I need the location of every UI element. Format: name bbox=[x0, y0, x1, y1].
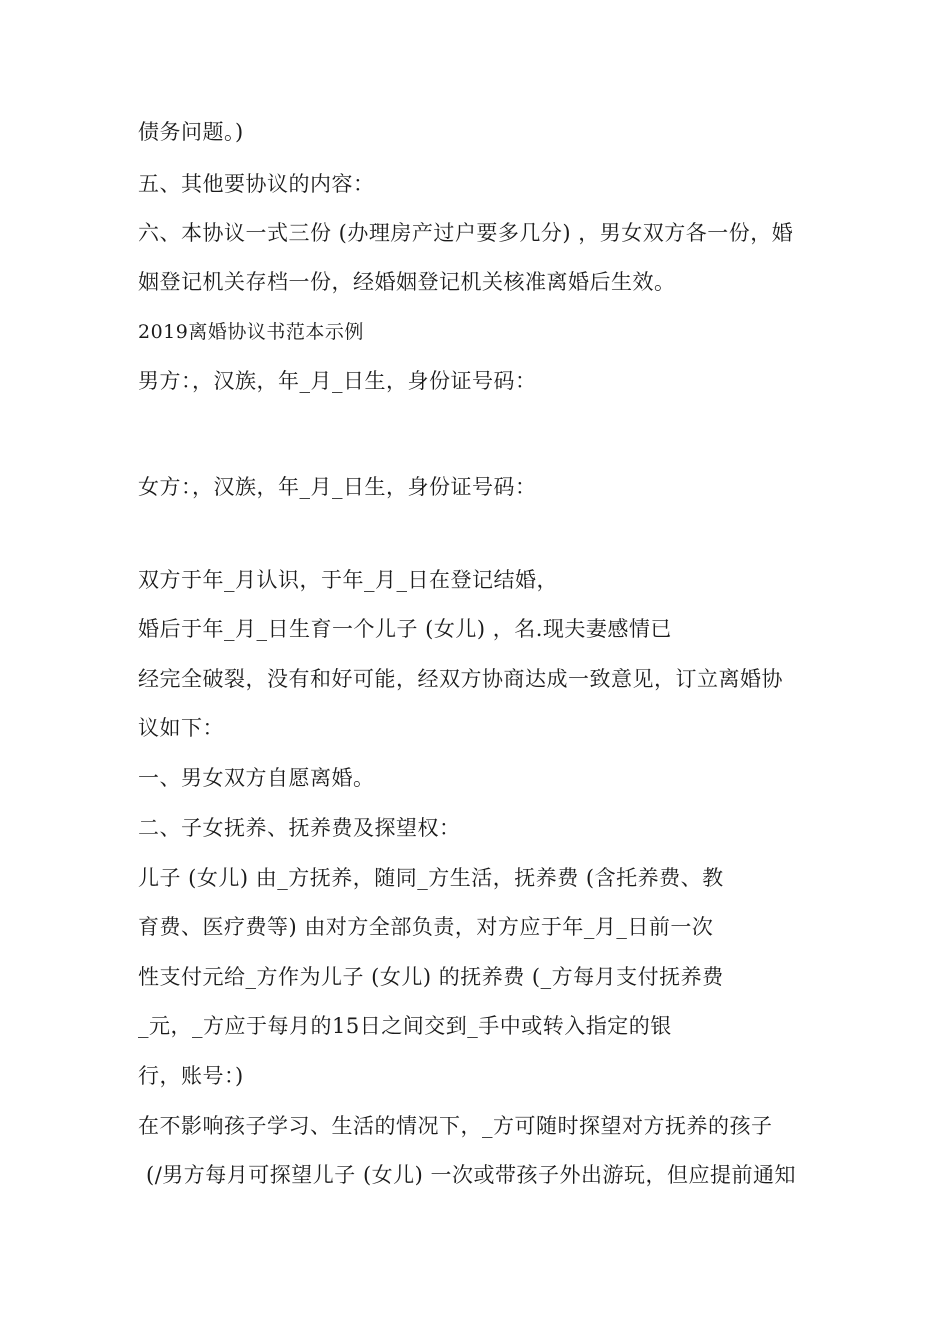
text-line: 二、子女抚养、抚养费及探望权： bbox=[138, 816, 461, 840]
text-line: 一、男女双方自愿离婚。 bbox=[138, 766, 375, 790]
text-line: 六、本协议一式三份 (办理房产过户要多几分) ，男女双方各一份，婚 bbox=[138, 221, 794, 245]
text-line: 五、其他要协议的内容： bbox=[138, 172, 375, 196]
text-line: 性支付元给_方作为儿子 (女儿) 的抚养费 (_方每月支付抚养费 bbox=[138, 965, 724, 989]
text-line: 议如下： bbox=[138, 716, 224, 740]
section-heading: 2019离婚协议书范本示例 bbox=[138, 321, 364, 343]
text-line: _元，_方应于每月的15日之间交到_手中或转入指定的银 bbox=[138, 1014, 672, 1038]
text-line: 男方：，汉族，年_月_日生，身份证号码： bbox=[138, 369, 537, 393]
text-line: 婚后于年_月_日生育一个儿子 (女儿) ，名.现夫妻感情已 bbox=[138, 617, 672, 641]
text-line: 在不影响孩子学习、生活的情况下，_方可随时探望对方抚养的孩子 bbox=[138, 1114, 773, 1138]
text-line: 儿子 (女儿) 由_方抚养，随同_方生活，抚养费 (含托养费、教 bbox=[138, 866, 724, 890]
text-line: 债务问题。) bbox=[138, 120, 244, 144]
text-line: 女方：，汉族，年_月_日生，身份证号码： bbox=[138, 475, 537, 499]
text-line: 育费、医疗费等) 由对方全部负责，对方应于年_月_日前一次 bbox=[138, 915, 714, 939]
text-line: (/男方每月可探望儿子 (女儿) 一次或带孩子外出游玩，但应提前通知 bbox=[146, 1163, 797, 1187]
text-line: 经完全破裂，没有和好可能，经双方协商达成一致意见，订立离婚协 bbox=[138, 667, 783, 691]
text-line: 行，账号：) bbox=[138, 1064, 244, 1088]
text-line: 双方于年_月认识，于年_月_日在登记结婚， bbox=[138, 568, 558, 592]
text-line: 姻登记机关存档一份，经婚姻登记机关核准离婚后生效。 bbox=[138, 270, 676, 294]
